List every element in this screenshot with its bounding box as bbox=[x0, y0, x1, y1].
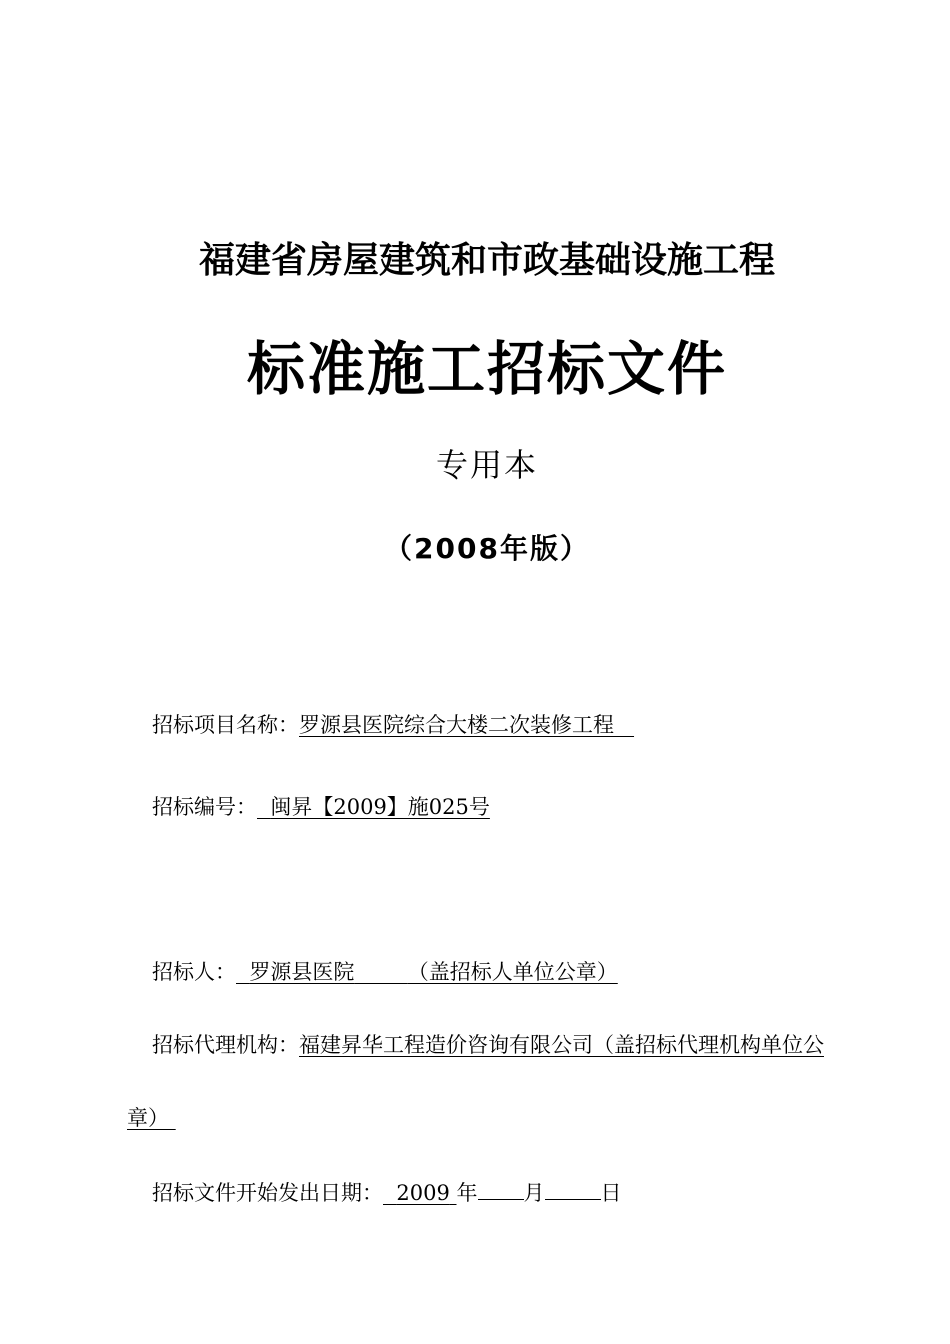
tender-number-field bbox=[152, 792, 678, 822]
issue-date-label: 招标文件开始发出日期： bbox=[152, 1181, 383, 1205]
document-title-main: 标准施工招标文件 bbox=[246, 335, 727, 403]
agent-value-continuation: 章） bbox=[127, 1106, 169, 1130]
issue-date-day-unit: 日 bbox=[600, 1181, 622, 1205]
agent-label: 招标代理机构： bbox=[152, 1033, 299, 1057]
tender-number-label: 招标编号： bbox=[152, 795, 257, 819]
document-version: （2008年版） bbox=[384, 532, 590, 565]
issue-date-day-blank bbox=[545, 1177, 601, 1200]
issue-date-month-blank bbox=[478, 1177, 524, 1200]
issue-date-year: 2009 bbox=[396, 1181, 450, 1205]
tenderer-label: 招标人： bbox=[152, 960, 236, 984]
agent-value: 福建昇华工程造价咨询有限公司（盖招标代理机构单位公 bbox=[299, 1033, 824, 1057]
project-name-field bbox=[152, 710, 634, 740]
tenderer-field bbox=[152, 957, 618, 987]
document-edition: 专用本 bbox=[435, 446, 538, 484]
agent-field bbox=[152, 1030, 824, 1060]
issue-date-year-unit: 年 bbox=[456, 1181, 478, 1205]
issue-date-field bbox=[152, 1177, 622, 1208]
project-name-label: 招标项目名称： bbox=[152, 713, 299, 737]
document-title-line1: 福建省房屋建筑和市政基础设施工程 bbox=[198, 240, 775, 281]
issue-date-month-unit: 月 bbox=[523, 1181, 545, 1205]
project-name-value: 罗源县医院综合大楼二次装修工程 bbox=[299, 713, 614, 737]
tender-number-value: 闽昇【2009】施025号 bbox=[270, 795, 490, 819]
tenderer-value: 罗源县医院 （盖招标人单位公章） bbox=[249, 960, 618, 984]
tenderer-seal-note: （盖招标人单位公章） bbox=[407, 960, 618, 984]
